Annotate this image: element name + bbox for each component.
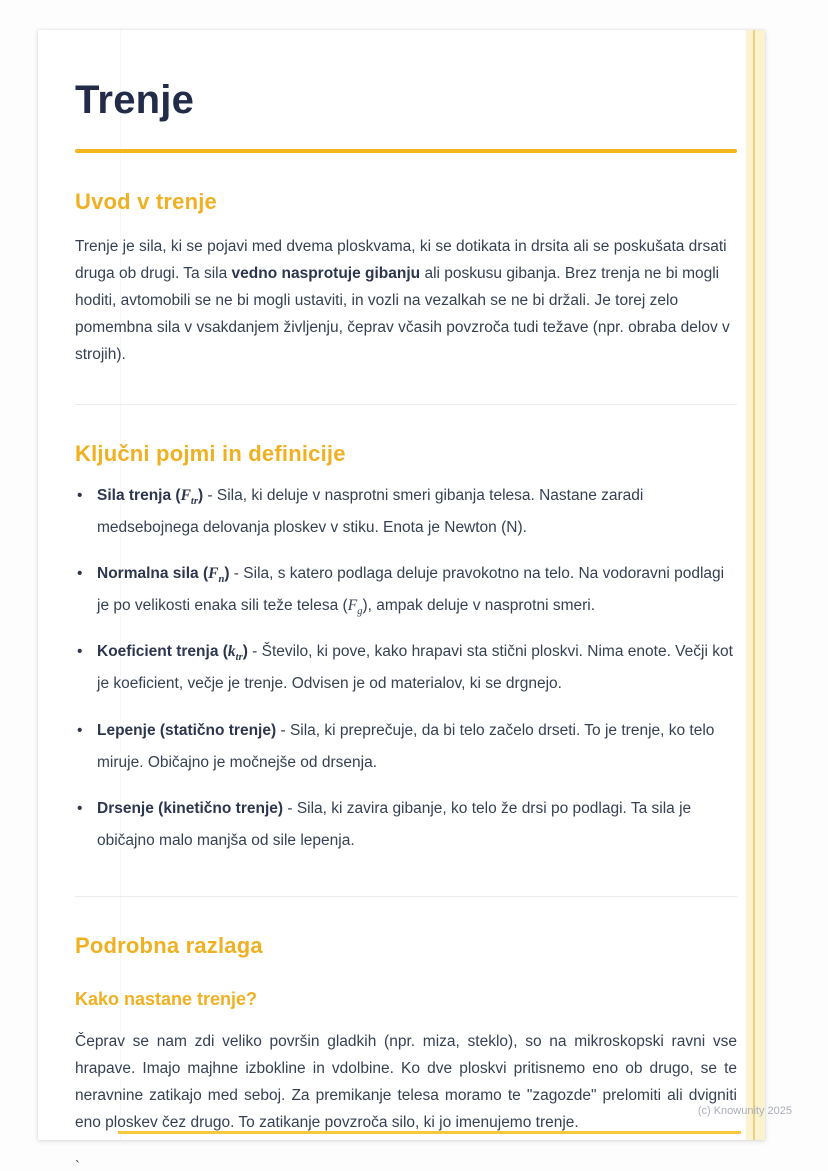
bullet-icon: •	[77, 643, 83, 661]
math-symbol: $F_n$	[208, 565, 225, 586]
term-separator: -	[276, 721, 290, 739]
item-description: Sila, s katero podlaga deluje pravokotno na telo. Na vodoravni podlagi je po velikosti enaka sili teže telesa (	[97, 565, 725, 615]
intro-paragraph	[75, 233, 737, 368]
term-separator: -	[203, 487, 217, 504]
page-content	[75, 78, 737, 1171]
subsection-heading: Kako nastane trenje?	[75, 988, 258, 1009]
section-heading-detail: Podrobna razlaga	[75, 932, 263, 958]
bullet-icon: •	[77, 799, 83, 817]
item-description: Število, ki pove, kako hrapavi sta stični ploskvi. Nima enote. Večji kot je koeficient, večje je trenje. Odvisen je od materialov, ki se drgnejo.	[97, 643, 733, 693]
math-symbol: $k_{tr}$	[227, 643, 243, 664]
item-description: Sila, ki preprečuje, da bi telo začelo drseti. To je trenje, ko telo miruje. Običajno je močnejše od drsenja.	[97, 721, 715, 771]
detail-paragraph: Čeprav se nam zdi veliko površin gladkih (npr. miza, steklo), so na mikroskopski ravni vse hrapave. Imajo majhne izbokline in vdolbine. Ko dve ploskvi pritisnemo eno ob drugo, se te neravnine zatikajo med seboj. Za premikanje telesa moramo te "zagozde" prelomiti ali dvigniti eno ploskev čez drugo. To zatikanje povzroča silo, ki jo imenujemo trenje.	[75, 1032, 737, 1131]
paper-edge-strip	[746, 30, 765, 1140]
bullet-icon: •	[77, 721, 83, 739]
intro-text-bold: vedno nasprotuje gibanju	[231, 265, 421, 282]
list-item: • Koeficient trenja $(k_{tr})$ - Število, ki pove, kako hrapavi sta stični ploskvi. Nima enote. Večji kot je koeficient, večje je trenje. Odvisen je od materialov, ki se drgnejo.	[75, 639, 737, 703]
term-separator: -	[247, 643, 262, 661]
section-heading-concepts: Ključni pojmi in definicije	[75, 441, 346, 466]
intro-text-c: ali poskusu gibanja. Brez trenja ne bi mogli hoditi, avtomobili se ne bi mogli ustaviti, in vozli na vezalkah se ne bi držali. Je torej zelo pomembna sila v vsakdanjem življenju, čeprav včasih povzroča tudi težave (npr. obraba delov v strojih).	[75, 265, 730, 363]
list-item: • Drsenje (kinetično trenje) - Sila, ki zavira gibanje, ko telo že drsi po podlagi. Ta sila je običajno malo manjša od sile lepenja.	[75, 796, 737, 860]
math-symbol: $F_{tr}$	[180, 487, 198, 508]
title-divider	[75, 149, 737, 153]
document-page	[38, 30, 765, 1171]
copyright-watermark: (c) Knowunity 2025	[697, 1105, 792, 1117]
list-item: • Lepenje (statično trenje) - Sila, ki preprečuje, da bi telo začelo drseti. To je trenje, ko telo miruje. Običajno je močnejše od drsenja.	[75, 718, 737, 782]
bullet-icon: •	[77, 565, 83, 583]
section-divider	[75, 896, 737, 897]
list-item: • Sila trenja $(F_{tr})$ - Sila, ki deluje v nasprotni smeri gibanja telesa. Nastane zaradi medsebojnega delovanja ploskev v stiku. Enota je Newton (N).	[75, 483, 737, 547]
item-description-b: ), ampak deluje v nasprotni smeri.	[362, 597, 596, 615]
section-divider	[75, 404, 737, 405]
section-heading-intro: Uvod v trenje	[75, 189, 217, 214]
page-title: Trenje	[75, 78, 195, 122]
bullet-icon: •	[77, 487, 83, 504]
item-description: Sila, ki zavira gibanje, ko telo že drsi po podlagi. Ta sila je običajno malo manjša od sile lepenja.	[97, 799, 692, 849]
intro-text-a: Trenje je sila, ki se pojavi med dvema ploskvama, ki se dotikata in drsita ali se poskušata drsati druga ob drugi. Ta sila	[75, 238, 727, 282]
math-symbol: $F_g$	[347, 597, 363, 618]
paper-edge-line	[753, 30, 755, 1140]
stray-backtick: `	[75, 1157, 80, 1171]
list-item: • Normalna sila $(F_n)$ - Sila, s katero podlaga deluje pravokotno na telo. Na vodoravni podlagi je po velikosti enaka sili teže telesa $(F_g)$, ampak deluje v nasprotni smeri.	[75, 561, 737, 625]
item-description: Sila, ki deluje v nasprotni smeri gibanja telesa. Nastane zaradi medsebojnega delovanja ploskev v stiku. Enota je Newton (N).	[97, 487, 644, 537]
term-separator: -	[283, 799, 297, 817]
concepts-list	[75, 483, 737, 860]
term-separator: -	[229, 565, 244, 583]
